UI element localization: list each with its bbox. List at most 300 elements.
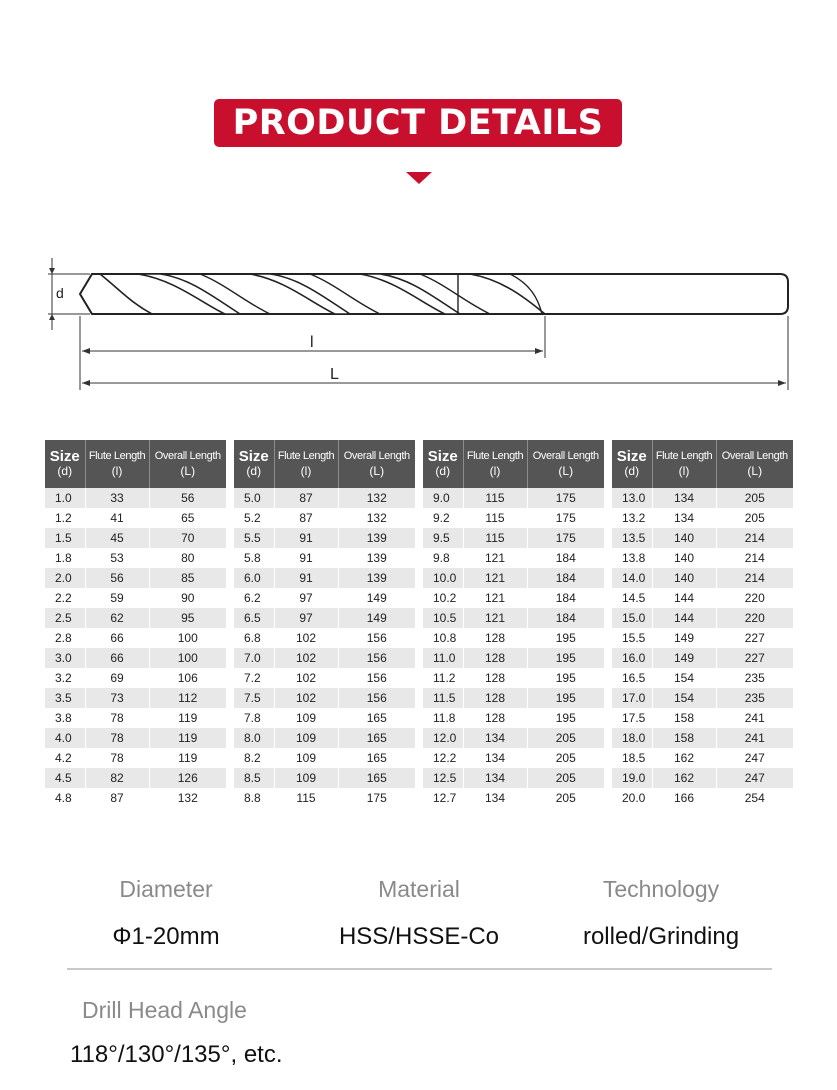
table-cell: 220 xyxy=(716,608,793,628)
header-symbol: (d) xyxy=(624,464,640,478)
table-cell: 91 xyxy=(274,568,338,588)
table-cell: 140 xyxy=(652,528,716,548)
table-cell: 175 xyxy=(527,508,604,528)
table-cell: 20.0 xyxy=(612,788,652,808)
table-row xyxy=(234,628,415,648)
table-row xyxy=(612,648,793,668)
table-cell: 15.0 xyxy=(612,608,652,628)
table-cell: 214 xyxy=(716,548,793,568)
table-cell: 10.5 xyxy=(423,608,463,628)
table-cell: 5.0 xyxy=(234,488,274,508)
table-cell: 87 xyxy=(85,788,149,808)
table-cell: 121 xyxy=(463,568,527,588)
header-label: Size xyxy=(49,448,80,465)
header-symbol: (d) xyxy=(246,464,262,478)
spec-technology-label: Technology xyxy=(602,876,720,902)
table-row xyxy=(612,788,793,808)
table-row xyxy=(612,708,793,728)
table-row xyxy=(612,768,793,788)
table-header-cell xyxy=(274,440,338,488)
table-row xyxy=(423,688,604,708)
table-cell: 140 xyxy=(652,568,716,588)
table-cell: 53 xyxy=(85,548,149,568)
table-cell: 82 xyxy=(85,768,149,788)
header-symbol: (L) xyxy=(558,464,574,478)
table-cell: 109 xyxy=(274,708,338,728)
table-cell: 62 xyxy=(85,608,149,628)
table-cell: 119 xyxy=(149,708,226,728)
table-cell: 9.2 xyxy=(423,508,463,528)
table-row xyxy=(45,708,226,728)
table-cell: 220 xyxy=(716,588,793,608)
spec-table xyxy=(423,440,604,808)
table-cell: 121 xyxy=(463,608,527,628)
header-label: Flute Length xyxy=(466,450,524,462)
table-cell: 134 xyxy=(652,508,716,528)
table-cell: 175 xyxy=(527,528,604,548)
table-cell: 241 xyxy=(716,728,793,748)
table-cell: 214 xyxy=(716,568,793,588)
table-cell: 134 xyxy=(463,768,527,788)
table-cell: 8.2 xyxy=(234,748,274,768)
table-cell: 162 xyxy=(652,748,716,768)
table-cell: 205 xyxy=(527,748,604,768)
table-cell: 175 xyxy=(527,488,604,508)
table-cell: 12.2 xyxy=(423,748,463,768)
header-symbol: (d) xyxy=(57,464,73,478)
table-cell: 2.0 xyxy=(45,568,85,588)
table-cell: 8.5 xyxy=(234,768,274,788)
table-cell: 11.0 xyxy=(423,648,463,668)
table-cell: 1.0 xyxy=(45,488,85,508)
table-cell: 165 xyxy=(338,768,415,788)
table-cell: 12.7 xyxy=(423,788,463,808)
table-cell: 166 xyxy=(652,788,716,808)
drill-bit-diagram xyxy=(40,250,800,400)
table-row xyxy=(612,508,793,528)
table-cell: 5.2 xyxy=(234,508,274,528)
table-row xyxy=(423,728,604,748)
table-cell: 13.2 xyxy=(612,508,652,528)
spec-table xyxy=(612,440,793,808)
header-symbol: (l) xyxy=(111,464,123,478)
table-row xyxy=(612,628,793,648)
table-cell: 102 xyxy=(274,668,338,688)
table-cell: 195 xyxy=(527,628,604,648)
table-header-cell xyxy=(338,440,415,488)
table-cell: 115 xyxy=(274,788,338,808)
table-cell: 144 xyxy=(652,608,716,628)
table-cell: 149 xyxy=(338,588,415,608)
table-header-cell xyxy=(527,440,604,488)
table-cell: 2.8 xyxy=(45,628,85,648)
table-row xyxy=(234,548,415,568)
table-cell: 97 xyxy=(274,588,338,608)
table-row xyxy=(423,668,604,688)
table-cell: 66 xyxy=(85,648,149,668)
table-cell: 195 xyxy=(527,708,604,728)
product-details-banner xyxy=(214,99,622,147)
dim-label-overall: L xyxy=(330,366,339,383)
table-cell: 6.0 xyxy=(234,568,274,588)
table-cell: 9.0 xyxy=(423,488,463,508)
table-cell: 128 xyxy=(463,708,527,728)
table-cell: 14.0 xyxy=(612,568,652,588)
table-row xyxy=(423,748,604,768)
table-cell: 33 xyxy=(85,488,149,508)
table-row xyxy=(423,488,604,508)
table-cell: 5.5 xyxy=(234,528,274,548)
table-cell: 9.5 xyxy=(423,528,463,548)
table-cell: 132 xyxy=(149,788,226,808)
table-cell: 205 xyxy=(716,488,793,508)
table-row xyxy=(45,668,226,688)
table-cell: 184 xyxy=(527,588,604,608)
table-cell: 80 xyxy=(149,548,226,568)
header-label: Overall Length xyxy=(721,450,788,462)
table-row xyxy=(45,728,226,748)
table-cell: 17.0 xyxy=(612,688,652,708)
table-cell: 132 xyxy=(338,488,415,508)
table-cell: 115 xyxy=(463,488,527,508)
table-cell: 106 xyxy=(149,668,226,688)
table-cell: 128 xyxy=(463,688,527,708)
table-header-cell xyxy=(652,440,716,488)
table-cell: 56 xyxy=(149,488,226,508)
table-cell: 144 xyxy=(652,588,716,608)
table-row xyxy=(234,728,415,748)
table-cell: 87 xyxy=(274,508,338,528)
dim-label-diameter: d xyxy=(56,285,64,301)
table-row xyxy=(234,648,415,668)
header-symbol: (L) xyxy=(747,464,763,478)
table-cell: 11.5 xyxy=(423,688,463,708)
table-cell: 235 xyxy=(716,688,793,708)
table-row xyxy=(423,788,604,808)
table-cell: 1.2 xyxy=(45,508,85,528)
table-row xyxy=(234,568,415,588)
table-cell: 11.2 xyxy=(423,668,463,688)
table-cell: 78 xyxy=(85,708,149,728)
table-cell: 165 xyxy=(338,728,415,748)
table-cell: 205 xyxy=(527,728,604,748)
table-cell: 78 xyxy=(85,728,149,748)
page-title: PRODUCT DETAILS xyxy=(232,103,604,143)
table-cell: 165 xyxy=(338,708,415,728)
table-cell: 227 xyxy=(716,628,793,648)
table-cell: 134 xyxy=(463,748,527,768)
table-row xyxy=(234,588,415,608)
table-cell: 156 xyxy=(338,668,415,688)
table-cell: 128 xyxy=(463,628,527,648)
table-cell: 156 xyxy=(338,628,415,648)
table-row xyxy=(612,548,793,568)
table-row xyxy=(45,748,226,768)
table-row xyxy=(612,568,793,588)
table-cell: 16.5 xyxy=(612,668,652,688)
table-row xyxy=(234,788,415,808)
table-cell: 5.8 xyxy=(234,548,274,568)
table-cell: 13.8 xyxy=(612,548,652,568)
table-cell: 15.5 xyxy=(612,628,652,648)
table-row xyxy=(612,748,793,768)
divider xyxy=(67,968,772,970)
table-row xyxy=(612,608,793,628)
table-cell: 91 xyxy=(274,528,338,548)
table-cell: 2.5 xyxy=(45,608,85,628)
table-row xyxy=(423,648,604,668)
table-header-cell xyxy=(423,440,463,488)
table-cell: 247 xyxy=(716,748,793,768)
table-cell: 17.5 xyxy=(612,708,652,728)
table-header-cell xyxy=(85,440,149,488)
table-cell: 119 xyxy=(149,748,226,768)
table-row xyxy=(423,528,604,548)
table-cell: 85 xyxy=(149,568,226,588)
table-cell: 10.8 xyxy=(423,628,463,648)
table-cell: 9.8 xyxy=(423,548,463,568)
table-cell: 3.2 xyxy=(45,668,85,688)
table-cell: 102 xyxy=(274,648,338,668)
table-row xyxy=(612,528,793,548)
table-cell: 7.0 xyxy=(234,648,274,668)
table-cell: 7.5 xyxy=(234,688,274,708)
table-cell: 7.8 xyxy=(234,708,274,728)
table-cell: 156 xyxy=(338,688,415,708)
table-cell: 91 xyxy=(274,548,338,568)
table-cell: 3.8 xyxy=(45,708,85,728)
table-cell: 139 xyxy=(338,568,415,588)
table-cell: 97 xyxy=(274,608,338,628)
table-cell: 140 xyxy=(652,548,716,568)
table-cell: 3.0 xyxy=(45,648,85,668)
table-cell: 112 xyxy=(149,688,226,708)
table-cell: 6.2 xyxy=(234,588,274,608)
spec-head-angle-value: 118°/130°/135°, etc. xyxy=(70,1041,283,1068)
table-row xyxy=(612,688,793,708)
table-cell: 154 xyxy=(652,668,716,688)
dim-label-flute: l xyxy=(310,334,314,351)
table-cell: 70 xyxy=(149,528,226,548)
table-cell: 195 xyxy=(527,668,604,688)
table-cell: 12.0 xyxy=(423,728,463,748)
table-cell: 195 xyxy=(527,688,604,708)
spec-head-angle-label: Drill Head Angle xyxy=(82,997,247,1023)
table-row xyxy=(423,508,604,528)
table-cell: 95 xyxy=(149,608,226,628)
table-cell: 165 xyxy=(338,748,415,768)
table-cell: 154 xyxy=(652,688,716,708)
table-cell: 4.8 xyxy=(45,788,85,808)
table-row xyxy=(423,588,604,608)
header-label: Flute Length xyxy=(277,450,335,462)
table-cell: 109 xyxy=(274,728,338,748)
table-cell: 205 xyxy=(527,768,604,788)
table-row xyxy=(234,708,415,728)
table-cell: 100 xyxy=(149,648,226,668)
table-row xyxy=(45,528,226,548)
table-cell: 149 xyxy=(652,648,716,668)
table-cell: 184 xyxy=(527,608,604,628)
table-cell: 13.0 xyxy=(612,488,652,508)
table-cell: 139 xyxy=(338,548,415,568)
table-cell: 241 xyxy=(716,708,793,728)
table-header-cell xyxy=(716,440,793,488)
table-row xyxy=(234,508,415,528)
table-cell: 10.2 xyxy=(423,588,463,608)
table-header-cell xyxy=(149,440,226,488)
table-cell: 149 xyxy=(338,608,415,628)
table-cell: 247 xyxy=(716,768,793,788)
table-cell: 65 xyxy=(149,508,226,528)
header-symbol: (L) xyxy=(180,464,196,478)
table-cell: 18.0 xyxy=(612,728,652,748)
table-cell: 205 xyxy=(527,788,604,808)
table-cell: 128 xyxy=(463,668,527,688)
table-cell: 8.8 xyxy=(234,788,274,808)
table-row xyxy=(423,548,604,568)
table-cell: 139 xyxy=(338,528,415,548)
table-cell: 8.0 xyxy=(234,728,274,748)
table-cell: 69 xyxy=(85,668,149,688)
table-cell: 134 xyxy=(463,788,527,808)
table-row xyxy=(234,768,415,788)
table-row xyxy=(612,668,793,688)
table-cell: 156 xyxy=(338,648,415,668)
header-label: Size xyxy=(427,448,458,465)
table-cell: 109 xyxy=(274,748,338,768)
table-cell: 3.5 xyxy=(45,688,85,708)
table-header-cell xyxy=(234,440,274,488)
header-label: Overall Length xyxy=(532,450,599,462)
table-cell: 19.0 xyxy=(612,768,652,788)
table-cell: 132 xyxy=(338,508,415,528)
table-cell: 121 xyxy=(463,548,527,568)
header-label: Size xyxy=(238,448,269,465)
spec-tables xyxy=(45,440,793,808)
table-cell: 184 xyxy=(527,568,604,588)
table-cell: 162 xyxy=(652,768,716,788)
header-symbol: (l) xyxy=(678,464,690,478)
table-cell: 16.0 xyxy=(612,648,652,668)
table-cell: 78 xyxy=(85,748,149,768)
table-cell: 1.5 xyxy=(45,528,85,548)
table-cell: 59 xyxy=(85,588,149,608)
header-label: Size xyxy=(616,448,647,465)
table-cell: 115 xyxy=(463,528,527,548)
table-cell: 195 xyxy=(527,648,604,668)
table-row xyxy=(45,768,226,788)
table-row xyxy=(234,668,415,688)
table-row xyxy=(234,528,415,548)
table-cell: 14.5 xyxy=(612,588,652,608)
header-symbol: (L) xyxy=(369,464,385,478)
table-cell: 109 xyxy=(274,768,338,788)
table-cell: 90 xyxy=(149,588,226,608)
table-cell: 158 xyxy=(652,728,716,748)
table-cell: 87 xyxy=(274,488,338,508)
table-cell: 4.2 xyxy=(45,748,85,768)
spec-diameter xyxy=(56,876,276,951)
table-cell: 45 xyxy=(85,528,149,548)
header-symbol: (d) xyxy=(435,464,451,478)
table-row xyxy=(45,588,226,608)
table-row xyxy=(45,608,226,628)
spec-material-label: Material xyxy=(378,876,460,902)
table-cell: 184 xyxy=(527,548,604,568)
table-cell: 100 xyxy=(149,628,226,648)
spec-diameter-value: Φ1-20mm xyxy=(112,923,220,950)
down-arrow-icon xyxy=(406,172,432,184)
spec-material xyxy=(309,876,529,951)
table-cell: 73 xyxy=(85,688,149,708)
table-row xyxy=(423,628,604,648)
spec-material-value: HSS/HSSE-Co xyxy=(338,923,500,950)
table-cell: 10.0 xyxy=(423,568,463,588)
table-row xyxy=(612,488,793,508)
spec-technology-value: rolled/Grinding xyxy=(582,923,740,950)
table-cell: 13.5 xyxy=(612,528,652,548)
table-cell: 102 xyxy=(274,688,338,708)
table-cell: 134 xyxy=(463,728,527,748)
header-symbol: (l) xyxy=(300,464,312,478)
table-header-cell xyxy=(45,440,85,488)
table-cell: 2.2 xyxy=(45,588,85,608)
table-cell: 235 xyxy=(716,668,793,688)
table-cell: 175 xyxy=(338,788,415,808)
table-cell: 119 xyxy=(149,728,226,748)
table-cell: 158 xyxy=(652,708,716,728)
table-cell: 12.5 xyxy=(423,768,463,788)
table-row xyxy=(45,508,226,528)
spec-table xyxy=(45,440,226,808)
table-cell: 102 xyxy=(274,628,338,648)
table-cell: 6.5 xyxy=(234,608,274,628)
table-row xyxy=(45,488,226,508)
table-cell: 254 xyxy=(716,788,793,808)
table-row xyxy=(423,708,604,728)
table-cell: 227 xyxy=(716,648,793,668)
table-cell: 121 xyxy=(463,588,527,608)
spec-diameter-label: Diameter xyxy=(119,876,213,902)
table-cell: 7.2 xyxy=(234,668,274,688)
table-row xyxy=(234,488,415,508)
header-label: Overall Length xyxy=(154,450,221,462)
table-row xyxy=(423,608,604,628)
table-row xyxy=(45,548,226,568)
table-cell: 4.0 xyxy=(45,728,85,748)
header-label: Flute Length xyxy=(655,450,713,462)
header-symbol: (l) xyxy=(489,464,501,478)
table-cell: 214 xyxy=(716,528,793,548)
table-cell: 149 xyxy=(652,628,716,648)
spec-table xyxy=(234,440,415,808)
table-row xyxy=(423,768,604,788)
table-row xyxy=(45,788,226,808)
table-cell: 128 xyxy=(463,648,527,668)
header-label: Overall Length xyxy=(343,450,410,462)
table-cell: 115 xyxy=(463,508,527,528)
table-cell: 1.8 xyxy=(45,548,85,568)
table-cell: 18.5 xyxy=(612,748,652,768)
table-cell: 41 xyxy=(85,508,149,528)
table-cell: 66 xyxy=(85,628,149,648)
table-cell: 11.8 xyxy=(423,708,463,728)
table-header-cell xyxy=(612,440,652,488)
header-label: Flute Length xyxy=(88,450,146,462)
table-row xyxy=(45,628,226,648)
table-header-cell xyxy=(463,440,527,488)
